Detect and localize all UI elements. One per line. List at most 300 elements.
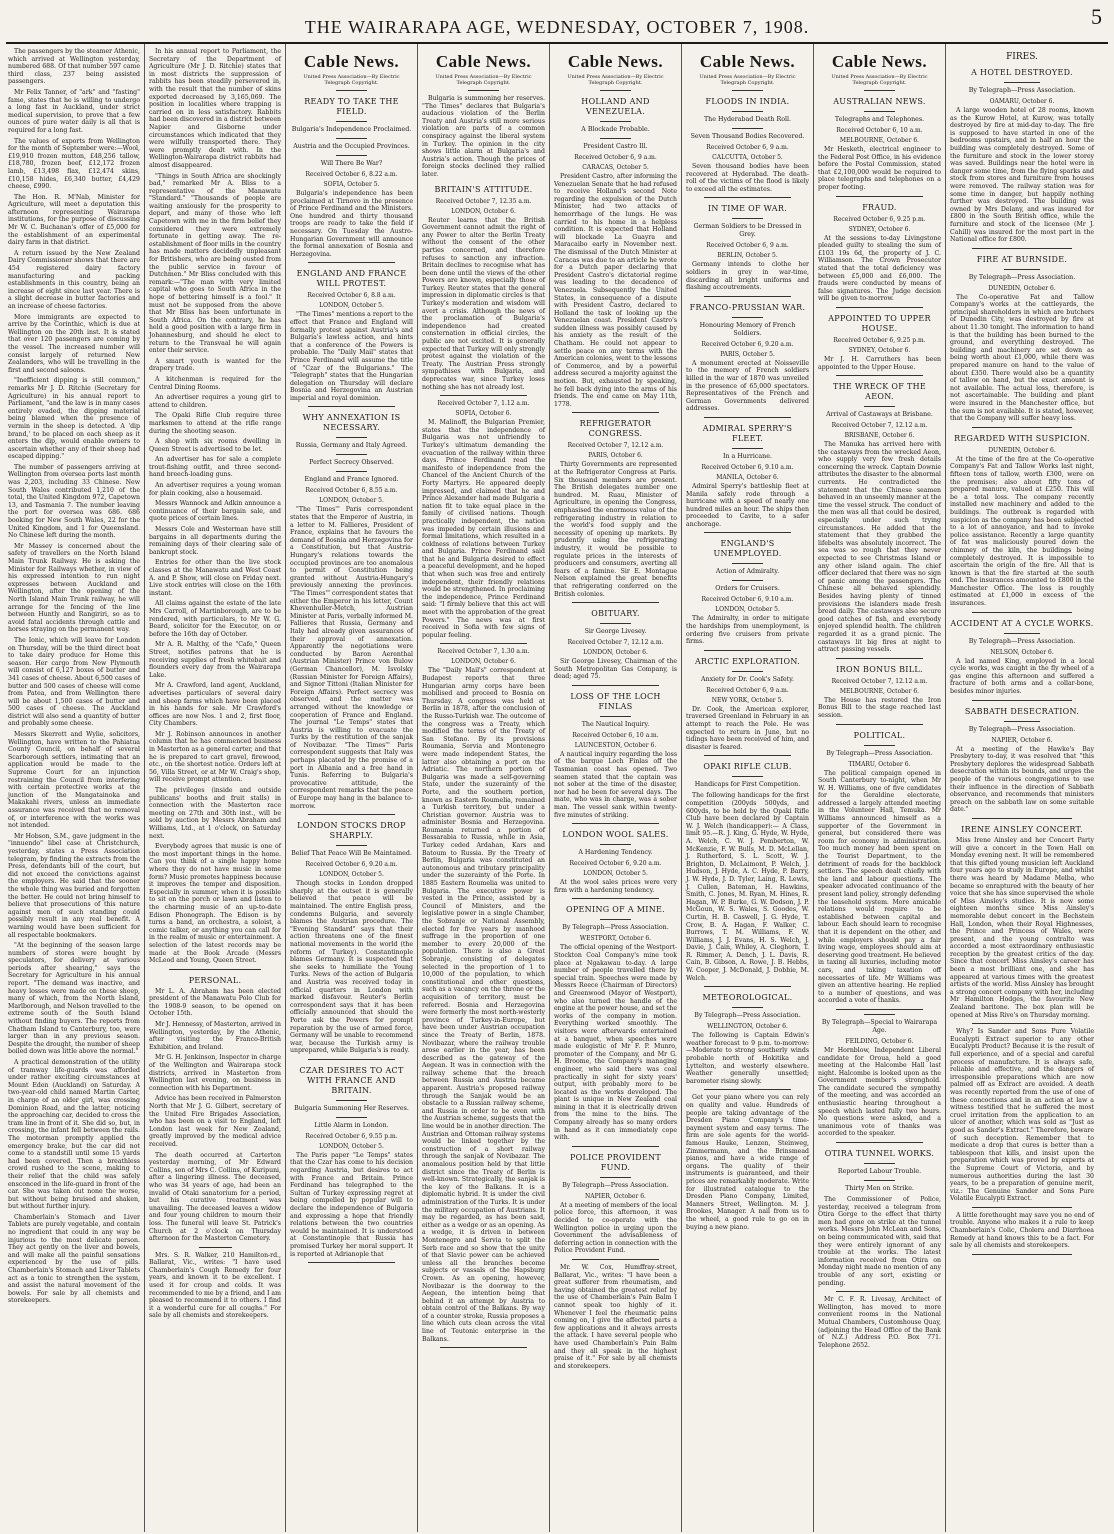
received-line: Received October 7, 12.12 a.m.: [567, 442, 664, 450]
column-rule: [864, 1014, 895, 1015]
column-rule: [1004, 269, 1040, 270]
article-subheading: Little Alarm in London.: [314, 1121, 389, 1129]
received-line: Received October 7, 12.12 a.m.: [831, 677, 928, 685]
column-rule: [336, 155, 367, 156]
article-subheading: Anxiety for Dr. Cook's Safety.: [700, 675, 795, 683]
section-heading: FIRES.: [1006, 52, 1038, 62]
column-rule: [836, 307, 922, 308]
dateline: NELSON, October 6.: [990, 648, 1054, 656]
column-rule: [704, 986, 790, 987]
article-subheading: By Telegraph—Press Association.: [968, 273, 1076, 281]
column-rule: [308, 262, 394, 263]
column-rule: [732, 776, 763, 777]
column-rule: [704, 417, 790, 418]
press-credit: United Press Association—By Electric Telegraph Copyright.: [567, 74, 664, 86]
column-rule: [600, 919, 631, 920]
news-paragraph: Everybody agrees that music is one of the most important things in the home. Can you think of a single happy home where they do not have music in some form? Music promotes happiness because it improves the temper and disposition. Especially in summer, when it is possible to sit on the porch or lawn and listen to the charming music of an up-to-date Edison Phonograph. The Edison is by turns a band, an orchestra, a soloist, a comic talker, or anything you can call for in the realm of music or entertainment. A selection of the latest records may be made at the Book Arcade (Messrs McLeod and Young, Queen Street.: [149, 843, 281, 965]
article-body: Admiral Sperry's battleship fleet at Manila safely rode through a hurricane with a speed of nearly one hundred miles an hour. The ships then proceeded to Cavite, to a safer anchorage.: [686, 482, 809, 528]
received-line: Received October 7, 12.12 a.m.: [831, 422, 928, 430]
article-heading: IRENE AINSLEY CONCERT.: [961, 824, 1083, 834]
column-rule: [732, 90, 763, 91]
article-subheading: By Telegraph—Press Association.: [562, 924, 669, 932]
received-line: Received October 6, 10 a.m.: [572, 731, 659, 739]
column-rule: [704, 296, 790, 297]
column-2: [145, 44, 286, 1532]
column-rule: [468, 90, 499, 91]
column-rule: [336, 845, 367, 846]
received-line: Received October 6, 9.20 a.m.: [305, 861, 398, 869]
column-rule: [972, 818, 1073, 819]
news-paragraph: Mr A. R. Malthy, of the "Cafe," Queen Street, notifies patrons that he is receiving supplies of fresh whitebait and flounders every day from the Wairarapa Lake.: [149, 641, 281, 679]
article-body: Mr Hornblow, Independent Liberal candidate for Oroua, held a good meeting at the Halcombe Hall last night. Halcombe is looked upon as the Government member's stronghold. The candidate secured the sympathy of the meeting, and was accorded an enthusiastic hearing throughout a speech which lasted fully two hours. No questions were asked, and a unanimous vote of thanks was accorded to the speaker.: [818, 1046, 941, 1138]
dateline: PARIS, October 5.: [720, 350, 775, 358]
article-body: Reuter learns that the British Government cannot admit the right of any Power to alter the Berlin Treaty without the consent of the other parties concerned, and therefore refuses to sanction any infraction. Britain declines to recognise what has been done until the views of the other Powers are known, especially those of Turkey. Reuter states that the general impression in diplomatic circles is that Turkey's moderation and wisdom will avert a crisis. Although the news of the proclamation of Bulgaria's independence had created consternation in official circles, the public are not excited. It is generally expected that Turkey will only strongly protest against the violation of the Treaty. The Austrian Press strongly sympathises with Bulgaria, and deprecates war, since Turkey loses nothing she has not already lost.: [422, 216, 545, 391]
article-heading: REGARDED WITH SUSPICION.: [954, 433, 1090, 443]
column-rule: [972, 700, 1073, 701]
news-paragraph: A practical demonstration of the utility of tramway life-guards was afforded under rather exciting circumstances at Mount Eden (Auckland) on Saturday. A two-year-old child named Martin Carter, in charge of an older girl, was crossing Dominion Road, and the latter, noticing the approaching car, decided to cross the tram line in front of it. She did so, but, in crossing, the infant fell between the rails. The motorman promptly applied the emergency brake, but the car did not come to a standstill until some 15 yards had been covered. Then a breathless crowd rushed to the scene, making to their relief that the child was safely ensconced in the life-guard in front of the car. She was taken out none the worse, but without being bruised and shaken, but without further injury.: [8, 1059, 140, 1211]
article-heading: OPAKI RIFLE CLUB.: [703, 762, 792, 772]
article-subheading: Arrival of Castaways at Brisbane.: [826, 411, 933, 419]
dateline: CARACAS, October 5.: [582, 164, 649, 171]
received-line: Received October 6, 8.55 a.m.: [305, 487, 398, 495]
personal-paragraph: The death occurred at Carterton yesterday morning, of Mr Edward Collins, son of Mrs C. Collins, of Kuripuni, after a lingering illness. The deceased, who was 34 years of age, had been an invalid of Otaki sanatorium for a period, but his curative treatment was unavailing. The deceased leaves a widow and four young children to mourn their loss. The funeral will leave St. Patrick's Church at 2 o'clock on Thursday afternoon for the Masterton Cemetery.: [149, 1151, 281, 1243]
article-body: Bulgaria is summoning her reserves. "The Times" declares that Bulgaria's audacious violation of the Berlin Treaty and Austria's still more serious violation are parts of a common conspiracy against the liberal system in Turkey. The opinion in the city shows little alarm at Bulgaria's and Austria's action. Though the prices of foreign stocks declined they rallied later.: [422, 95, 545, 178]
dateline: LONDON, October 5.: [319, 871, 384, 879]
column-rule: [864, 1163, 895, 1164]
article-heading: LONDON WOOL SALES.: [562, 830, 669, 840]
column-rule: [1004, 82, 1040, 83]
article-body: Though stocks in London dropped sharply at the outset it is generally believed that peace will be maintained. The entire English press, condemns Bulgaria, and severely blames the Austrian procedure. The "Evening Standard" says that their action threatens one of the finest national movements in the world (the reform of Turkey). Constantinople blames Germany. It is suspected that she seeks to humiliate the Young Turks. News of the action of Bulgaria and Austria was received today in official quarters in London with marked disfavour. Reuter's Berlin correspondent says that it has been officially announced that should the Porte ask the Powers for prompt reparation by the use of armed force, Germany will be unable to recommend war, because the Turkish army is unprepared, while Bulgaria's is ready.: [290, 880, 413, 1055]
article-subheading: Bulgaria Summoning Her Reserves.: [294, 1104, 409, 1112]
news-paragraph: "Things in South Africa are shockingly bad," remarked Mr A. Bliss to a representative of the Manawatu "Standard." "Thousands of people are waiting anxiously for the prosperity to depart, and many of those who left Capetown with me in the firm belief they considered they were extremely fortunate in getting away. The re-establishment of floor mills in the country has made matters decidedly unpleasant for Britishers, who are being ousted from the public service in favour of Dutchmen." Mr Bliss concluded with this remark:—"The man with very limited capital who goes to South Africa in the hope of bettering himself is a fool." It must not be supposed from the above that Mr Bliss has been unfortunate in South Africa. On the contrary, he has held a good position with a large firm in Johannesburg, and should he elect to return to the Transvaal he will again enter their service.: [149, 172, 281, 355]
column-rule: [836, 1009, 922, 1010]
article-subheading: Belief That Peace Will Be Maintained.: [291, 850, 412, 858]
article-heading: FLOODS IN INDIA.: [705, 97, 790, 106]
article-body: At the wool sales prices were very firm with a hardening tendency.: [554, 879, 677, 894]
cable-news-header: Cable News.: [567, 52, 664, 71]
column-rule: [308, 814, 394, 815]
personal-paragraph: Advice has been received in Palmerston North that Mr J. G. Gilbert, secretary of the United Fire Brigades Association, who has been on a visit to England, left London last week for New Zealand, greatly improved by the medical advice received.: [149, 1095, 281, 1148]
column-rule: [732, 128, 763, 129]
press-credit: United Press Association—By Electric Telegraph Copyright.: [831, 74, 928, 86]
news-paragraph: More immigrants are expected to arrive by the Corinthic, which is due at Wellington on the 20th inst. It is stated that over 120 passengers are coming by the vessel. The increased number will consist largely of returned New Zealanders, who will be travelling in the first and second saloons.: [8, 313, 140, 374]
article-body: "The Times" mentions a report to the effect that France and England will formally protest against Austria's and Bulgaria's lawless action, and hints that a conference of the Powers is probable. The "Daily Mail" states that Prince Ferdinand will assume the title of "Czar of the Bulgarians." The "Telegraph" states that the Hungarian delegation on Thursday will declare Bosnia and Herzegovina an Austrian imperial and royal dominion.: [290, 311, 413, 402]
news-paragraph: A return issued by the New Zealand Dairy Commissioner shows that there are 454 registered dairy factory manufacturing and packing establishments in this country, being an increase of eight since last year. There is a slight decrease in butter factories and an increase of cheese factories.: [8, 249, 140, 310]
cable-news-header: Cable News.: [303, 52, 400, 71]
received-line: Received October 6, 8.8 a.m.: [307, 292, 396, 300]
column-rule: [732, 218, 763, 219]
dateline: NAPIER, October 6.: [585, 1192, 646, 1200]
dateline: OAMARU, October 6.: [989, 98, 1055, 105]
article-body: Seven thousand bodies have been recovered at Hyderabad. The death-roll of the victims of the flood is likely to exceed all the estimates.: [686, 163, 809, 193]
article-heading: SABBATH DESECRATION.: [964, 706, 1080, 716]
column-6: [682, 44, 814, 1532]
dateline: NEW YORK, October 5.: [711, 696, 784, 704]
article-body: The Admiralty, in order to mitigate the hardships from unemployment, is ordering five cruisers from private firms.: [686, 615, 809, 646]
column-rule: [440, 395, 526, 396]
dateline: LONDON, October 6.: [583, 649, 648, 657]
article-heading: OPENING OF A MINE.: [566, 905, 665, 915]
column-rule: [836, 658, 922, 659]
column-rule: [572, 1259, 658, 1260]
article-subheading: By Telegraph—Press Association.: [694, 1012, 801, 1020]
article-body: The following is Captain Edwin's weather forecast to 9 p.m. to-morrow:—Moderate to strong southerly winds probable north of Hokitika and Lyttelton, and westerly elsewhere. Weather generally unsettled; barometer rising slowly.: [686, 1032, 809, 1085]
article-body: Mr Hesketh, electrical engineer to the Federal Post Office, in his evidence before the Postal Commission, stated that £2,100,000 would be required to place telegraphs and telephones on a proper footing.: [818, 146, 941, 191]
article-body: The House has restored the Iron Bonus Bill to the stage reached last session.: [818, 696, 941, 719]
dateline: LONDON, October 6.: [451, 207, 516, 215]
article-body: The Paris paper "Le Temps" states that the Czar has come to his decision regarding Austria, but desires to act with France and Britain. Prince Ferdinand has telegraphed to the Sultan of Turkey expressing regret at being compelled by popular will to declare the independence of Bulgaria and expressing a hope that friendly relations between the two countries would be maintained. It is understood at Constantinople that Russia has promised Turkey her moral support. It is reported at Adrianople that: [290, 1151, 413, 1258]
column-7: [814, 44, 946, 1532]
column-rule: [732, 111, 763, 112]
article-body: "The Times'" Paris correspondent states that the Emperor of Austria, in a letter to M. Fallieres, President of France, explains that he favours the demand of Bosnia and Herzegovina for a Constitution, but that Austria-Hungary's relations towards the occupied provinces are too anomalous to permit of Constitution being granted without Austria-Hungary's previously annexing the provinces. "The Times'" correspondent states that either the Emperor in his letter, Count Khevenhuller-Metch, Austrian Minister at Paris, verbally informed M. Fallieres that Russia, Germany and Italy had already given assurances of their approval of annexation. Apparently the negotiations were conducted by Baron Aerenthal (Austrian Minister) Prince von Bulow (German Chancellor), M. Isvolsky (Russian Minister for Foreign Affairs), and Signor Tittoni (Italian Minister for Foreign Affairs). Perfect secrecy was observed, and the matter was arranged without the knowledge or cooperation of France and England. The journal "Le Temps" states that Austria is willing to evacuate the Turks by the restitution of the sanjak of Novibazar. "The Times'" Paris correspondent suggests that Italy was perhaps placated by the promise of a port in Albania and a free hand in Tunis. Referring to Bulgaria's provocative attitude, the correspondent remarks that the peace of Europe may hang in the balance to-morrow.: [290, 506, 413, 810]
column-rule: [704, 532, 790, 533]
news-paragraph: Messrs Skerrett and Wylie, solicitors, Wellington, have written to the Pahiatua County Council, on behalf of several Scarborough settlers, intimating that an application would be made to the Supreme Court for an injunction restraining the Council from interfering with certain protective works at the junction of the Mangatainoka and Makakahi rivers, unless an immediate assurance was received that no removal of, or interference with the works was not intended.: [8, 731, 140, 830]
column-rule: [336, 471, 367, 472]
advertisement: Mr. W. Cox, Humffray-street, Ballarat, Vic., writes: "I have been a great sufferer from rheumatism, and having obtained the greatest relief by the use of Chamberlain's Pain Balm I cannot speak too highly of it. Whenever I feel the rheumatic pains coming on, I give the affected parts a few applications and it always arrests the attack. I have several people who have used Chamberlain's Pain Balm and they all speak in the highest praise of it." For sale by all chemists and storekeepers.: [554, 1264, 677, 1370]
news-paragraph: Mr Felix Tanner, of "ark" and "fasting" fame, states that he is willing to undergo a long fast in Auckland, under strict medical supervision, to prove that a few ounces of pure water daily is all that is required for a long fast.: [8, 88, 140, 134]
dateline: LAUNCESTON, October 6.: [574, 741, 657, 749]
received-line: Received October 7, 1.12 a.m.: [437, 400, 530, 408]
article-subheading: A Blockade Probable.: [581, 126, 650, 133]
article-body: A little forethought may save you no end of trouble. Anyone who makes it a rule to keep Chamberlain's Colic, Cholera and Diarrhoea Remedy at hand knows this to be a fact. For sale by all chemists and storekeepers.: [950, 1211, 1094, 1250]
news-paragraph: The privileges (inside and outside publicans' booths and fruit stalls) in connection with the Masterton race meeting on 27th and 30th inst., will be sold by auction by Messrs Abraham and Williams, Ltd., at 1 o'clock, on Saturday next.: [149, 787, 281, 840]
article-heading: LONDON STOCKS DROP SHARPLY.: [297, 821, 406, 841]
article-subheading: Thirty Men on Strike.: [845, 1185, 914, 1193]
article-body: The "Daily Mail's" correspondent at Budapest reports that three Hungarian army corps have been mobilised and proceed to Bosnia on Thursday. A congress was held at Berlin in 1878, after the conclusion of the Russo-Turkish war. The outcome of the congress was a Treaty, which modified the terms of the Treaty of San Stefano. By its provisions Roumania, Servia and Montenegro were made independent States, the latter also obtaining a port on the Adriatic. The northern portion of Bulgaria was made a self-governing State, under the suzerainty of the Porte, and the southern portion, known as Eastern Roumelia, remained a Turkish territory, but under a Christian governor. Austria was to administer Bosnia and Herzegovina. Roumania returned a portion of Bessarabia to Russia, while in Asia, Turkey ceded Ardahan, Kars and Batoum to Russia. By the Treaty of Berlin, Bulgaria was constituted an autonomous and tributary principality under the suzerainty of the Porte. In 1885 Eastern Roumelia was united to Bulgaria. The executive power is vested in the Prince, assisted by a Council of Ministers, and the legislative power in a single Chamber, the Sobranje or National Assembly, elected for five years by manhood suffrage in the proportion of one member to every 20,000 of the population. There is also a Great Sobranje, consisting of delegates selected in the proportion of 1 to 10,000 of the population, to which constitutional and other questions, such as a vacancy on the throne or the acquisition of territory, must be referred. Bosnia and Herzegovina were formerly the most north-westerly province of Turkey-in-Europe, but have been under Austrian occupation since the Treaty of Berlin, 1878. Novibazar, where the railway trouble arose earlier in the year, has been described as the gateway of the Aegean. It was in connection with the railway scheme that the breach between Russia and Austria became apparent. Austria's proposed railway through the Sanjak would be an obstacle to a Russian railway scheme, and Russia in order to be even with the Austrian scheme, suggests that the line would be in another direction. The Austrian and Ottoman railway systems would be linked together by the construction of a short railway through the sanjak of Novibazar. The anomalous position held by that little district since the Treaty of Berlin is well-known. Strategically, the sanjak is the key of the Balkans. It is a diplomatic hybrid. It is under the civil administration of the Turks. It is under the military occupation of Austrians. It may be regarded, as has been said, either as a wedge or as an opening. As a wedge, it is driven in between Montenegro and Servia to split the Serb race and so show that the unity of that Slavic power can be achieved unless all the branches become subjects or vassals of the Hapsburg Crown. As an opening, however, Novibazar is the doorway to the Aegean, the intention being that behind it an attempt by Austria to obtain control of the Balkans. By way of a counter stroke, Russia proposes a line which cuts clean across the vital line of Teutonic enterprise in the Balkans.: [422, 667, 545, 1343]
news-paragraph: Mr Massey is concerned about the safety of travellers on the North Island Main Trunk Railway. He is asking the Minister for Railways whether, in view of his expressed intention to run night expresses between Auckland and Wellington, after the opening of the North Island Main Trunk railway, he will arrange for the fencing of the line between Huntly and Rangiriri, so as to avoid fatal accidents through cattle and horses straying on the permanent way.: [8, 542, 140, 634]
column-rule: [440, 643, 526, 644]
dateline: NAPIER, October 6.: [991, 736, 1053, 744]
article-body: At a meeting of the Hawke's Bay Presbytery to-day, it was resolved that "this Presbytery deplores the widespread Sabbath desecration within its bounds, and urges the people of the various congregations to use their influence in the direction of Sabbath observance, and recommends that ministers preach on the sabbath law on some suitable date.": [950, 745, 1094, 814]
article-heading: ARCTIC EXPLORATION.: [694, 656, 801, 666]
article-subheading: A Hardening Tendency.: [578, 849, 653, 857]
column-8: [946, 44, 1098, 1532]
column-rule: [600, 90, 631, 91]
article-body: At the time of the fire at the Co-operative Company's Fat and Tallow Works last night, fifteen tons of tallow, worth £300, were on the premises; also about fifty tons of prepared manure, valued at £250. This will be a total loss. The company recently installed new machinery and added to the buildings. The outbreak is regarded with suspicion as the company has been subjected to a lot of annoyance, and had to invoke police assistance. Recently a large quantity of fat was maliciously poured down the chimney of the kiln, the buildings being completely destroyed. It is impossible to ascertain the origin of the fire. All that is known is that the fire started at the south end. The insurances amounted to £800 in the Manchester Office. The loss is roughly estimated at £1,000 in excess of the insurances.: [950, 455, 1094, 608]
column-rule: [600, 138, 631, 139]
article-subheading: Honouring Memory of French Soldiers.: [699, 321, 796, 337]
article-heading: IRON BONUS BILL.: [836, 664, 923, 674]
article-heading: A HOTEL DESTROYED.: [971, 68, 1073, 77]
news-paragraph: Messrs Cole and Westerman have still bargains in all departments during the remaining days of their clearing sale of bankrupt stock.: [149, 526, 281, 556]
article-subheading: By Telegraph—Press Association.: [826, 749, 933, 757]
columns: [4, 44, 1110, 1532]
article-body: The Manuka has arrived here with the castaways from the wrecked Aeon, who supply very few fresh details concerning the wreck. Captain Downie attributes the disaster to the abnormal currents. He contradicted the statement that the Chinese seamen behaved in an unseemly manner at the time the vessel struck. The conduct of the men was all that could be desired, especially under such trying circumstances. He added that the statement that they grabbed the lifebelts was absolutely incorrect. The sea was so rough that they never expected to see Christmas Island or any other island again. The chief officer declared that there was no sign of panic among the passengers. The Chinese all behaved splendidly. Besides having plenty of tinned provisions the islanders made fresh bread daily. The castaways also secure good catches of fish, and everybody enjoyed splendid health. The children regarded it as a grand picnic. The castaways lit big fires at night to attract passing vessels.: [818, 441, 941, 654]
news-paragraph: A shop with six rooms dwelling in Queen Street is advertised to be let.: [149, 438, 281, 453]
advertisement: Mr C. F. R. Livesay, Architect of Wellington, has moved to more convenient rooms in the National Mutual Chambers, Customhouse Quay, (adjoining the Head Office of the Bank of N.Z.) Address P.O. Box 771. Telephone 2652.: [818, 1296, 941, 1349]
received-line: Received October 7, 12.35 a.m.: [435, 197, 532, 205]
received-line: Received October 6, 9.55 p.m.: [305, 1132, 398, 1140]
article-subheading: Austria and the Occupied Provinces.: [293, 143, 410, 150]
column-rule: [600, 1177, 631, 1178]
column-3: [286, 44, 418, 1532]
news-paragraph: A kitchenman is required for the Central Dining Rooms.: [149, 375, 281, 391]
column-rule: [972, 248, 1073, 249]
column-rule: [600, 844, 631, 845]
column-rule: [732, 563, 763, 564]
column-rule: [572, 412, 658, 413]
article-subheading: Sir George Livesey.: [584, 628, 647, 636]
article-subheading: The Nautical Inquiry.: [581, 720, 650, 728]
article-heading: REFRIGERATOR CONGRESS.: [579, 419, 652, 439]
news-paragraph: Chamberlain's Stomach and Liver Tablets are purely vegetable, and contain no ingredient that could in any way be injurious to the most delicate person. They act gently on the liver and bowels, and will make all the painful sensations experienced by the use of pills. Chamberlain's Stomach and Liver Tablets act as a tonic to strengthen the system, and assist the natural movement of the bowels. For sale by all chemists and storekeepers.: [8, 1213, 140, 1305]
column-rule: [336, 1117, 367, 1118]
news-paragraph: Mr Hobson, S.M., gave judgment in the "innuendo" libel case at Christchurch, yesterday, states a Press Association telegram, by finding the extracts from the Press, defendants bill of the court, but did not exceed the convictions against the employers. He said that the sooner the whole thing was buried and forgotten the better. He could not bring himself to believe that prosecutions of this nature against men of such standing could possibly result in any real benefit. A warning would have been sufficient for all respectable bookmakers.: [8, 832, 141, 939]
received-line: Received October 6, 9.10 a.m.: [701, 596, 794, 604]
column-rule: [972, 1254, 1073, 1255]
column-rule: [336, 437, 367, 438]
dateline: PARIS, October 6.: [588, 452, 643, 460]
article-heading: POLITICAL.: [853, 730, 906, 740]
article-body: M. Malinoff, the Bulgarian Premier, states that the independence of Bulgaria was not unfriendly to Turkey's ultimatum demanding the evacuation of the railway within three days. Prince Ferdinand read the manifesto of independence from the Chancel of the Ancient Church of the Forty Martyrs. He appeared deeply impressed, and claimed that he and Prince Alexander had made Bulgaria a nation fit to take equal place in the family of civilised nations. Though practically independent, the nation was impeded by certain illusions and formal limitations, which resulted in a coldness of relations between Turkey and Bulgaria. Prince Ferdinand said that he and Bulgaria desired to effect a peaceful development, and he hoped that when such was free and entirely independent, their friendly relations would be strengthened. In proclaiming the independence, Prince Ferdinand said: "I firmly believe that this act will meet with the approbation of the great Powers." The news was at first received in Sofia with few signs of popular feeling.: [422, 419, 545, 639]
article-heading: READY TO TAKE THE FIELD.: [304, 97, 399, 116]
column-rule: [572, 685, 658, 686]
column-rule: [336, 454, 367, 455]
column-rule: [336, 121, 367, 122]
dateline: LONDON, October 5.: [319, 302, 384, 310]
column-4: [418, 44, 550, 1532]
column-rule: [308, 406, 394, 407]
article-body: A large wooden hotel of 28 rooms, known as the Kurow Hotel, at Kurow, was totally destroyed by fire at mid-day to-day. The fire is supposed to have started in one of the bedrooms upstairs, and in half an hour the building was completely destroyed. Some of the furniture and stock in the lower storey was saved. Buildings near the hotel were in danger some time, from the flying sparks and stock from stores and furniture from houses were removed. The railway station was for some time in danger, but happily nothing further was destroyed. The building was owned by Mrs Delany, and was insured for £800 in the South British office, while the furniture and stock of the licensee (Mr J. Cahill) was insured for the most part in the National office for £800.: [950, 107, 1094, 244]
column-rule: [572, 1146, 658, 1147]
article-body: Miss Irene Ainsley and her Concert Party will give a concert in the Town Hall on Monday evening next. It will be remembered that this gifted young musician left Auckland four years ago to study in Europe, and whilst there was heard by Madame Melba, who became so enraptured with the beauty of her voice that she has since supervised the whole of Miss Ainsley's studies. It is now some eighteen months since Miss Ainsley's memorable debut concert in the Bechstein Hall, London, when their Royal Highnesses, the Prince and Princess of Wales, were present, and the young contralto was accorded a most extraordinary enthusiastic reception by the greatest critics of the day. Since that concert Miss Ainsley's career has been a most brilliant one, and she has appeared at various times with the greatest artists of the world. Miss Ainsley has brought a strong concert company with her, including Mr Hamilton Hodges, the favourite New Zealand baritone. The box plan will be opened at Miss Rive's on Thursday morning.: [950, 836, 1094, 1019]
article-body: A lad named King, employed in a local cycle works, was caught in the fly wheel of a gas engine this afternoon and suffered a fracture of both arms and a collar-bone, besides minor injuries.: [950, 657, 1094, 696]
received-line: Received October 6, 8.22 a.m.: [305, 171, 398, 178]
received-line: Received October 6, 9.25 p.m.: [833, 336, 926, 344]
article-heading: ENGLAND'S UNEMPLOYED.: [713, 539, 782, 559]
news-paragraph: Messrs Wannock and Adkin announce a continuance of their bargain sale, and quote prices of certain lines.: [149, 500, 281, 523]
received-line: Received October 6, 9.20 a.m.: [701, 340, 794, 348]
article-subheading: In a Hurricane.: [723, 452, 772, 460]
column-rule: [308, 1059, 394, 1060]
advertisement: Mrs. S. R. Walker, 210 Hamilton-rd., Ballarat, Vic., writes: "I have used Chamberlain's Cough Remedy for four years, and known it to be excellent. I used it for croup and colds. It was recommended to me by a friend, and I am pleased to recommend it to others. I find it a wonderful cure for all coughs." For sale by all chemists and storekeepers.: [149, 1251, 281, 1320]
column-rule: [704, 1089, 790, 1090]
article-subheading: Orders for Cruisers.: [715, 585, 780, 593]
article-body: A nautical inquiry regarding the loss of the barque Loch Finlas off the Tasmanian coast has opened. Two seamen stated that the captain was not sober at the time of the disaster, nor had he been for several days. The mate, who was in charge, was a sober man. The vessel sank within twenty-five minutes of striking.: [554, 750, 677, 819]
news-paragraph: "At the beginning of the season large numbers of stores were bought by speculators, for delivery at various periods after shearing," says the Secretary for Agriculture in his annual report. "The demand was inactive, and heavy losses were made on these sheep, many of which, from the North Island, Marlborough, and Nelson travelled to the extreme south of the South Island without finding buyers. The reports from Chatham Island to Canterbury, too, were larger than in any previous season. Despite the drought, the number of sheep boiled down was little above the normal.": [8, 942, 140, 1056]
column-rule: [704, 197, 790, 198]
column-rule: [972, 1023, 1073, 1024]
article-subheading: By Telegraph—Press Association.: [562, 1181, 669, 1189]
press-credit: United Press Association—By Electric Telegraph Copyright.: [303, 74, 400, 86]
column-rule: [1004, 721, 1040, 722]
column-rule: [864, 90, 895, 91]
received-line: Received October 6, 9 a.m.: [706, 242, 789, 250]
news-paragraph: Entries for other than the live stock classes at the Manawatu and West Coast A. and P. Show, will close on Friday next. Live stock entries will close on the 16th instant.: [149, 559, 281, 597]
dateline: BRISBANE, October 6.: [844, 432, 915, 440]
column-rule: [704, 650, 790, 651]
dateline: MANILA, October 6.: [716, 473, 779, 481]
article-subheading: Reported Labour Trouble.: [837, 1168, 922, 1176]
column-rule: [572, 823, 658, 824]
article-subheading: By Telegraph—Special to Wairarapa Age.: [821, 1018, 938, 1034]
news-paragraph: The values of exports from Wellington for the month of September were:—Wool, £19,910 frozen mutton, £48,256 tallow, £18,780, frozen beef, £12,172 frozen lamb, £13,498 flax, £12,474 skins, £10,158 hides, £6,340 butter, £4,429 cheese, £990.: [8, 137, 140, 191]
column-rule: [600, 623, 631, 624]
received-line: Received October 6, 10 a.m.: [836, 127, 923, 134]
received-line: Received October 6, 9 a.m.: [706, 144, 789, 151]
column-rule: [440, 1347, 526, 1348]
column-5: [550, 44, 682, 1532]
column-rule: [600, 121, 631, 122]
article-body: At the sessions to-day Livingstone pleaded guilty to stealing the sum of £103 19s 6d, the property of J. C. Williamson. The Crown Prosecutor stated that the total deficiency was between £5,000 and £6,000. The frauds were conducted by means of false signatures. The Judge decision will be given to-morrow.: [818, 234, 941, 303]
column-rule: [864, 1180, 895, 1181]
article-subheading: Will There Be War?: [320, 160, 383, 167]
page-number: 5: [1091, 4, 1102, 29]
column-rule: [732, 317, 763, 318]
news-paragraph: An advertiser has for sale a complete trout-fishing outfit, and three second-hand breech-loading guns.: [149, 456, 281, 479]
column-rule: [836, 1142, 922, 1143]
column-rule: [972, 1207, 1073, 1208]
dateline: WELLINGTON, October 6.: [707, 1023, 788, 1031]
column-rule: [572, 602, 658, 603]
article-heading: OTIRA TUNNEL WORKS.: [824, 1149, 935, 1159]
column-rule: [836, 375, 922, 376]
news-paragraph: The passengers by the steamer Athenic, which arrived at Wellington yesterday, numbered 688. Of that number 597 came third class, 237 being assisted passengers.: [8, 48, 140, 86]
article-body: The following handicaps for the first competition (200yds 500yds, and 600yds, to be held by the Opaki Rifle Club have been declared by Captain W. J. Welch (handicapper):— A Class, limit 95.—R. J. King, G. Hyde, W. Hyde, A. Welch, C. W. J. Pemberton, W. McKenzie, F. W. Bulls, M. D. McLellan, J. Rutherford, S. L. Scott, W. J. Brighton, D. McLaimont, P. Welch, J. Hudson, J. Hyde, A. C. Hyde, P. Barry, J. W. Hyde, J. D. Tyler, Laing, R. Lewis, J. Cullen, Bateman, H. Hawkins, Smith, C. Jones, M. Ryan, M. Hines, R. Hagan, W. P. Burke, G. W. Dodson, J. P. McGoun, W. S. Wales, S. Goodes, W. Curtin, H. B. Caswell, J. G. Hyde, T. Crow, B. A. Hagan, F. Walker, C. Burrows, T. M. Williams, F. W. Williams, J. J. Evans, H. S. Welch, J. Davie, J. Cain, Whiley, A. Cleghorn, T. R. Rimmer, A. Dench, J. L. Davis, R. Cain, B. Gibson, A. Rowe, J. B. Hebbs, W. Cooper, J. McDonald, J. Dobbie, M. Welch.: [686, 792, 809, 982]
news-paragraph: An advertiser requires a young woman for plain cooking, also a housemaid.: [149, 482, 281, 497]
article-heading: ADMIRAL SPERRY'S FLEET.: [702, 423, 793, 443]
dateline: WESTPORT, October 6.: [579, 935, 652, 943]
article-subheading: England and France Ignored.: [304, 476, 399, 484]
column-rule: [732, 1007, 763, 1008]
cable-news-header: Cable News.: [699, 52, 796, 71]
column-rule: [864, 406, 895, 407]
news-paragraph: Mr J. Robinson announces in another column that he has commenced business in Masterton as a general carter, and that he is prepared to cart gravel, firewood, etc., on the shortest notice. Orders left at 56, Villa Street, or at Mr W. Craig's shop, will receive prompt attention.: [149, 730, 281, 784]
column-rule: [308, 1262, 394, 1263]
article-body: Why? Is Sander and Sons Pure Volatile Eucalypti Extract superior to any other Eucalypti Product? Because it is the result of full experience, and of a special and careful process of manufacture. It is always safe, reliable and effective, and the dangers of irresponsible preparations which are now palmed off as Extract are avoided. A death was recently reported from the use of one of these concoctions and in an action at law a witness testified that he suffered the most cruel irritation from the application to an ulcer of another, which was sold as "Just as good as Sander's Extract." Therefore, beware of such deception. Remember that to medicate a drop that cures is better than a tablespoon that kills, and insist upon the preparation which was proved by experts at the Supreme Court of Victoria, and by numerous authorities during the last 30 years, to be a preparation of genuine merit, viz.: The Genuine Sander and Sons Pure Volatile Eucalypti Extract.: [950, 1028, 1094, 1203]
article-heading: FRANCO-PRUSSIAN WAR.: [689, 302, 806, 312]
article-subheading: Handicaps for First Competition.: [694, 781, 801, 789]
article-heading: ACCIDENT AT A CYCLE WORKS.: [950, 618, 1094, 628]
news-paragraph: An advertiser requires a young girl to attend to children.: [149, 394, 281, 409]
received-line: Received October 7, 1.30 a.m.: [437, 648, 530, 656]
article-subheading: By Telegraph—Press Association.: [968, 637, 1076, 645]
column-rule: [864, 111, 895, 112]
article-body: Bulgaria's independence has been proclaimed at Tirnovo in the presence of Prince Ferdinand and the Ministers. One hundred and thirty thousand troops are ready to take the field if necessary. On Tuesday the Austro-Hungarian Government will announce the formal annexation of Bosnia and Herzegovina.: [290, 190, 413, 258]
personal-paragraph: Mr G. H. Jenkinson, Inspector in charge of the Wellington and Wairarapa stock districts, arrived in Masterton from Wellington last evening, on business in connection with his Department.: [149, 1054, 281, 1092]
column-rule: [572, 898, 658, 899]
column-rule: [336, 90, 367, 91]
received-line: Received October 6, 9 a.m.: [706, 686, 789, 694]
masthead-title: THE WAIRARAPA AGE, WEDNESDAY, OCTOBER 7, 1908.: [304, 17, 810, 37]
article-body: Sir George Livesey, Chairman of the South Metropolitan Gas Company, is dead; aged 75.: [554, 658, 677, 681]
article-body: Mr J. H. Carruthers has been appointed to the Upper House.: [818, 355, 941, 371]
article-body: The official opening of the Westport-Stockton Coal Company's mine took place at Ngakawau to-day. A large number of people travelled there by special train. Speeches were made by Messrs Reece (Chairman of Directors) and Greenwood (Mayor of Westport), who also turned the handle of the engine at the power house, and set the works of the company in motion. Everything worked smoothly. The visitors were afterwards entertained at a banquet, when speeches were made eulogistic of Mr F. P. Munro, promoter of the Company, and Mr G. H. Broome, the Company's managing engineer, who said there was coal practically in sight for sixty years' output, with probably more to be located as the works developed. The plant is unique in New Zealand coal mining in that it is electrically driven from the mine to the bins. The Company already has so many orders in hand as it can immediately cope with.: [554, 944, 677, 1142]
article-subheading: By Telegraph—Press Association.: [968, 87, 1076, 94]
article-body: The Co-operative Fat and Tallow Company's works at the cattleyards, the principal shareholders in which are butchers of Dunedin City, was destroyed by fire at about 11.30 tonight. The information to hand is that the building has been burned to the ground, and everything destroyed. The building and machinery are set down as being worth about £1,000, while there was prepared manure on hand to the value of about £350. There would also be a quantity of tallow on hand, but the exact amount is not available. The actual loss, therefore, is not ascertainable. The building and plant were insured in the Manchester office, but the sum is not available. It is stated, however, that the Company will suffer heavy loss.: [950, 293, 1094, 423]
received-line: Received October 7, 12.12 a.m.: [567, 639, 664, 647]
received-line: Received October 6, 9 a.m.: [574, 154, 657, 161]
column-1: [4, 44, 145, 1532]
article-subheading: Bulgaria's Independence Proclaimed.: [291, 126, 412, 133]
article-subheading: The Hyderabad Death Roll.: [703, 116, 792, 123]
column-rule: [704, 755, 790, 756]
article-subheading: Telegraphs and Telephones.: [834, 116, 925, 123]
news-paragraph: "Inefficient dipping is still common," remarks Mr J. D. Ritchie (Secretary for Agriculture) in his annual report to Parliament, "and the law is in many cases entirely evaded, the dipping material being blamed when the presence of vermin in the sheep is detected. A 'dip brand,' to be placed on each sheep as it enters the dip, would enable owners to ascertain whether any of their sheep had escaped dipping.": [8, 377, 140, 461]
dateline: LONDON, October 6.: [451, 658, 516, 666]
article-subheading: Perfect Secrecy Observed.: [309, 459, 394, 467]
dateline: FEILDING, October 6.: [845, 1037, 914, 1045]
dateline: SYDNEY, October 6.: [848, 225, 911, 233]
column-rule: [836, 196, 922, 197]
article-heading: METEOROLOGICAL.: [702, 993, 793, 1003]
column-rule: [336, 1100, 367, 1101]
dateline: MELBOURNE, October 6.: [839, 137, 920, 144]
article-heading: HOLLAND AND VENEZUELA.: [581, 97, 650, 116]
article-heading: APPOINTED TO UPPER HOUSE.: [828, 313, 931, 333]
dateline: SYDNEY, October 6.: [848, 346, 911, 354]
dateline: LONDON, October 5.: [319, 497, 384, 505]
news-paragraph: A smart youth is wanted for the drapery trade.: [149, 357, 281, 373]
news-paragraph: The Hon. R. M'Nab, Minister for Agriculture, will meet a deputation this afternoon representing Wairarapa institutions, for the purpose of discussing Mr W. C. Buchanan's offer of £5,000 for the establishment of an experimental dairy farm in that district.: [8, 193, 140, 247]
press-credit: United Press Association—By Electric Telegraph Copyright.: [699, 74, 796, 86]
article-body: A monument erected at Noisseville to the memory of French soldiers killed in the war of 1870 was unveiled in the presence of 65,000 spectators. Representatives of the French and German Governments delivered addresses.: [686, 359, 809, 413]
column-rule: [732, 671, 763, 672]
article-body: The Commissioner of Police, yesterday, received a telegram from Otira Gorge to the effect that thirty men had gone on strike at the tunnel works. Messrs John McLean and Sons, on being communicated with, said that they were entirely ignorant of any trouble at the works. The latest information received from Otira on Monday night made no mention of any trouble of any sort, existing or pending.: [818, 1196, 941, 1287]
column-rule: [972, 427, 1073, 428]
article-body: At a meeting of members of the local police force, this afternoon, it was decided to co-operate with the Wellington police in urging upon the Government the advisableness of deferring action in connection with the Police Provident Fund.: [554, 1201, 677, 1255]
article-heading: CZAR DESIRES TO ACT WITH FRANCE AND BRITAIN.: [299, 1065, 404, 1095]
news-paragraph: The number of passengers arriving at Wellington from oversea ports last month was 2,203, including 33 Chinese. New South Wales contributed 1,210 of the total, the United Kingdom 972, Capetown 13, and Tasmania 7. The number leaving the port for oversea was 686. 686 booking for New South Wales, 22 for the United Kingdom, and 1 for Queensland. No Chinese left during the month.: [8, 463, 140, 540]
column-rule: [199, 1247, 232, 1248]
dateline: LONDON, October 5.: [715, 606, 780, 614]
column-rule: [169, 969, 261, 970]
article-subheading: Action of Admiralty.: [715, 568, 780, 576]
column-rule: [836, 1291, 922, 1292]
cable-news-header: Cable News.: [831, 52, 928, 71]
column-rule: [336, 138, 367, 139]
dateline: SOFIA, October 6.: [455, 410, 512, 418]
dateline: CALCUTTA, October 5.: [712, 154, 783, 161]
dateline: DUNEDIN, October 6.: [988, 446, 1056, 454]
dateline: TIMARU, October 6.: [848, 760, 911, 768]
article-subheading: By Telegraph—Press Association.: [968, 725, 1076, 733]
article-body: President Castro, after informing the Venezuelan Senate that he had refused to receive Holland's second Note regarding the expulsion of the Dutch Minister, had two attacks of hemorrhage of the lungs. He was carried to his home in a helpless condition. It is expected that Holland will blockade La Guayra and Maracaibo early in November next. The dismissal of the Dutch Minister at Caracas was due to an article he wrote for a Dutch paper declaring that President Castro's dictatorial regime was leading to the decadence of Venezuela. Subsequently the United States, in consequence of a dispute with President Castro, declared to Holland the task of looking up the Venezuelan coast. President Castro's sudden illness was possibly caused by his anxiety as the result of the Chatham. He could not appear to settle peace on any terms with the American colonies, went to the lessons of Commerce, and by a powerful address secured a majority against the motion. But, exhausted by speaking, he fell back dying into the arms of his friends. The end came on May 11th, 1778.: [554, 173, 677, 408]
article-heading: POLICE PROVIDENT FUND.: [569, 1152, 662, 1172]
article-heading: ENGLAND AND FRANCE WILL PROTEST.: [296, 269, 407, 289]
news-paragraph: Mr A. Crawford, land agent, Auckland, advertises particulars of several dairy and sheep farms which have been placed in his hands for sale. Mr Crawford's offices are now Nos. 1 and 2, first floor, City Chambers.: [149, 682, 281, 728]
masthead: [6, 0, 1108, 44]
article-heading: BRITAIN'S ATTITUDE.: [434, 184, 533, 194]
article-body: Dr. Cook, the American explorer, traversed Greenland in February in an attempt to reach the Pole. He was expected to return in June, but no tidings have been received of him, and disaster is feared.: [686, 705, 809, 751]
article-body: Thirty Governments are represented at the Refrigerator Congress at Paris. Six thousand members are present. The British delegates number one hundred. M. Ruau, Minister of Agriculture, in opening the Congress, emphasised the enormous value of the refrigerating industry in relation to the world's food supply and the necessity of opening up markets. By prudently using the refrigerating industry, it would be possible to regulate prices in the interests of producers and consumers, averting all fears of a famine. Sir E. Montague Nelson explained the great benefits that refrigerating conferred on the British colonies.: [554, 461, 677, 598]
article-heading: FIRE AT BURNSIDE.: [976, 254, 1068, 264]
article-subheading: President Castro Ill.: [583, 143, 648, 150]
article-subheading: German Soldiers to be Dressed in Grey.: [693, 223, 802, 239]
personal-paragraph: Mr J. Hennessy, of Masterton, arrived in Wellington, yesterday, by the Athenic, after visiting the Franco-British Exhibition, and Ireland.: [149, 1021, 281, 1051]
dateline: LONDON, October 5.: [583, 870, 648, 878]
article-heading: THE WRECK OF THE AEON.: [832, 382, 927, 402]
dateline: BERLIN, October 5.: [717, 252, 778, 260]
received-line: Received October 6, 9.10 a.m.: [701, 463, 794, 471]
column-rule: [864, 745, 895, 746]
received-line: Received October 6, 9.20 a.m.: [569, 860, 662, 868]
column-rule: [732, 580, 763, 581]
article-subheading: Russia, Germany and Italy Agreed.: [295, 442, 408, 450]
article-heading: LOSS OF THE LOCH FINLAS: [570, 691, 661, 711]
cable-news-header: Cable News.: [435, 52, 532, 71]
article-heading: AUSTRALIAN NEWS.: [833, 97, 926, 106]
dateline: SOFIA, October 5.: [323, 181, 380, 188]
article-subheading: Seven Thousand Bodies Recovered.: [690, 133, 805, 140]
column-rule: [1004, 633, 1040, 634]
article-heading: WHY ANNEXATION IS NECESSARY.: [302, 413, 401, 433]
news-paragraph: The Ionic, which will leave for London on Thursday, will be the third direct boat to take dairy produce for Home this season. Her cargo from New Plymouth will consist of 6,127 boxes of butter and 341 cases of cheese. About 6,500 cases of butter and 500 cases of cheese will come from Patea, and from Wellington there will be about 1,500 cases of butter and 500 cases of cheese. The Auckland district will also send a quantity of butter and probably some cheese.: [8, 636, 140, 728]
column-rule: [836, 724, 922, 725]
advertisement: Get your piano where you can rely on quality and value. Hundreds of people are taking advantage of the Dresden Piano Company's time-payment system and easy terms. The firm are sole agents for the world-famous Hauke, Lenzen, Steinweg, Zimmermann, and the Brinsmead pianos, and have a wide range of organs. The quality of their instruments is guaranteed, and their prices are remarkably moderate. Write for illustrated catalogue to the Dresden Piano Company, Limited, Manners Street, Wellington. M. J. Brookes, Manager. A nail from us to the wheel, a good rule to go on in buying a new piano.: [686, 1094, 809, 1231]
column-rule: [972, 612, 1073, 613]
news-paragraph: All claims against the estate of the late Mrs Carroll, of Martinborough, are to be rendered, with particulars, to Mr W. G. Beard, solicitor for the Executor, on or before the 16th day of October.: [149, 600, 281, 638]
